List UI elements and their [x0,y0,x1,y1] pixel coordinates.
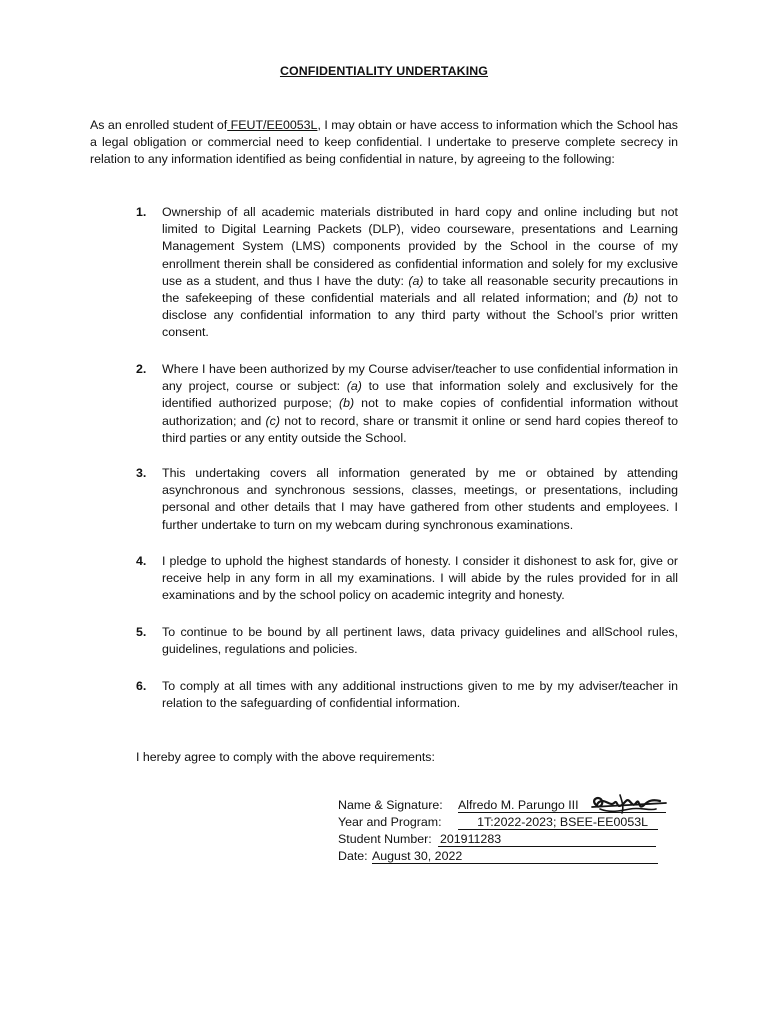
name-row [338,797,668,814]
intro-rest: , I may obtain or have access to information which the School has a legal obligation or commercial need to keep confidential. I undertake to preserve complete secrecy in relation to any information identified as being confidential in nature, by agreeing to the following: [90,118,678,167]
undertaking-list-1 [136,204,678,342]
item-number: 2. [136,362,147,376]
document-title: CONFIDENTIALITY UNDERTAKING [279,64,489,78]
item-number: 1. [136,205,147,219]
name-label: Name & Signature: [338,798,443,812]
undertaking-list-3 [136,465,678,534]
list-item-6: 6. To comply at all times with any additional instructions given to me by my adviser/teacher in relation to the safeguarding of confidential information. [136,679,678,711]
list-item-3: 3. This undertaking covers all information generated by me or obtained by attending asynchronous and synchronous sessions, classes, meetings, or presentations, including personal and other details that I may have gathered from other students and employees. I further undertake to turn on my webcam during synchronous examinations. [136,466,678,532]
undertaking-list-5 [136,624,678,658]
list-item-2: 2. Where I have been authorized by my Course adviser/teacher to use confidential information in any project, course or subject: (a) to use that information solely and exclusively for the identified authorized purpose; (b) not to make copies of confidential information without authorization; and (c) not to record, share or transmit it online or send hard copies thereof to third parties or any entity outside the School. [136,362,679,445]
signature-block [338,797,668,865]
date-row [338,848,668,865]
undertaking-list-6 [136,678,678,712]
student-number-row [338,831,668,848]
year-program-value: 1T:2022-2023; BSEE-EE0053L [458,814,658,830]
year-program-label: Year and Program: [338,815,442,829]
list-item-4: 4. I pledge to uphold the highest standards of honesty. I consider it dishonest to ask for, give or receive help in any form in all my examinations. I will abide by the rules provided for in all examinations and by the school policy on academic integrity and honesty. [136,554,678,603]
list-item-5: 5. To continue to be bound by all pertinent laws, data privacy guidelines and allSchool rules, guidelines, regulations and policies. [136,625,678,657]
undertaking-list-2 [136,361,678,447]
date-value: August 30, 2022 [372,848,658,864]
undertaking-list-4 [136,553,678,605]
item-number: 6. [136,679,147,693]
course-code: FEUT/EE0053L [227,118,318,132]
student-number-value: 201911283 [438,831,656,847]
item-number: 5. [136,625,147,639]
item-number: 4. [136,554,147,568]
list-item-1: 1. Ownership of all academic materials distributed in hard copy and online including but not limited to Digital Learning Packets (DLP), video courseware, presentations and Learning Management System (LMS) components provided by the School in the course of my enrollment therein shall be considered as confidential information and solely for my exclusive use as a student, and thus I have the duty: (a) to take all reasonable security precautions in the safekeeping of these confidential materials and all related information; and (b) not to disclose any confidential information to any third party without the School’s prior written consent. [136,205,678,340]
name-value: Alfredo M. Parungo III [458,797,666,813]
intro-lead: As an enrolled student of [90,118,228,132]
agreement-statement: I hereby agree to comply with the above requirements: [136,750,435,764]
item-number: 3. [136,466,147,480]
date-label: Date: [338,849,368,863]
intro-paragraph [90,117,678,169]
student-number-label: Student Number: [338,832,432,846]
year-program-row [338,814,668,831]
